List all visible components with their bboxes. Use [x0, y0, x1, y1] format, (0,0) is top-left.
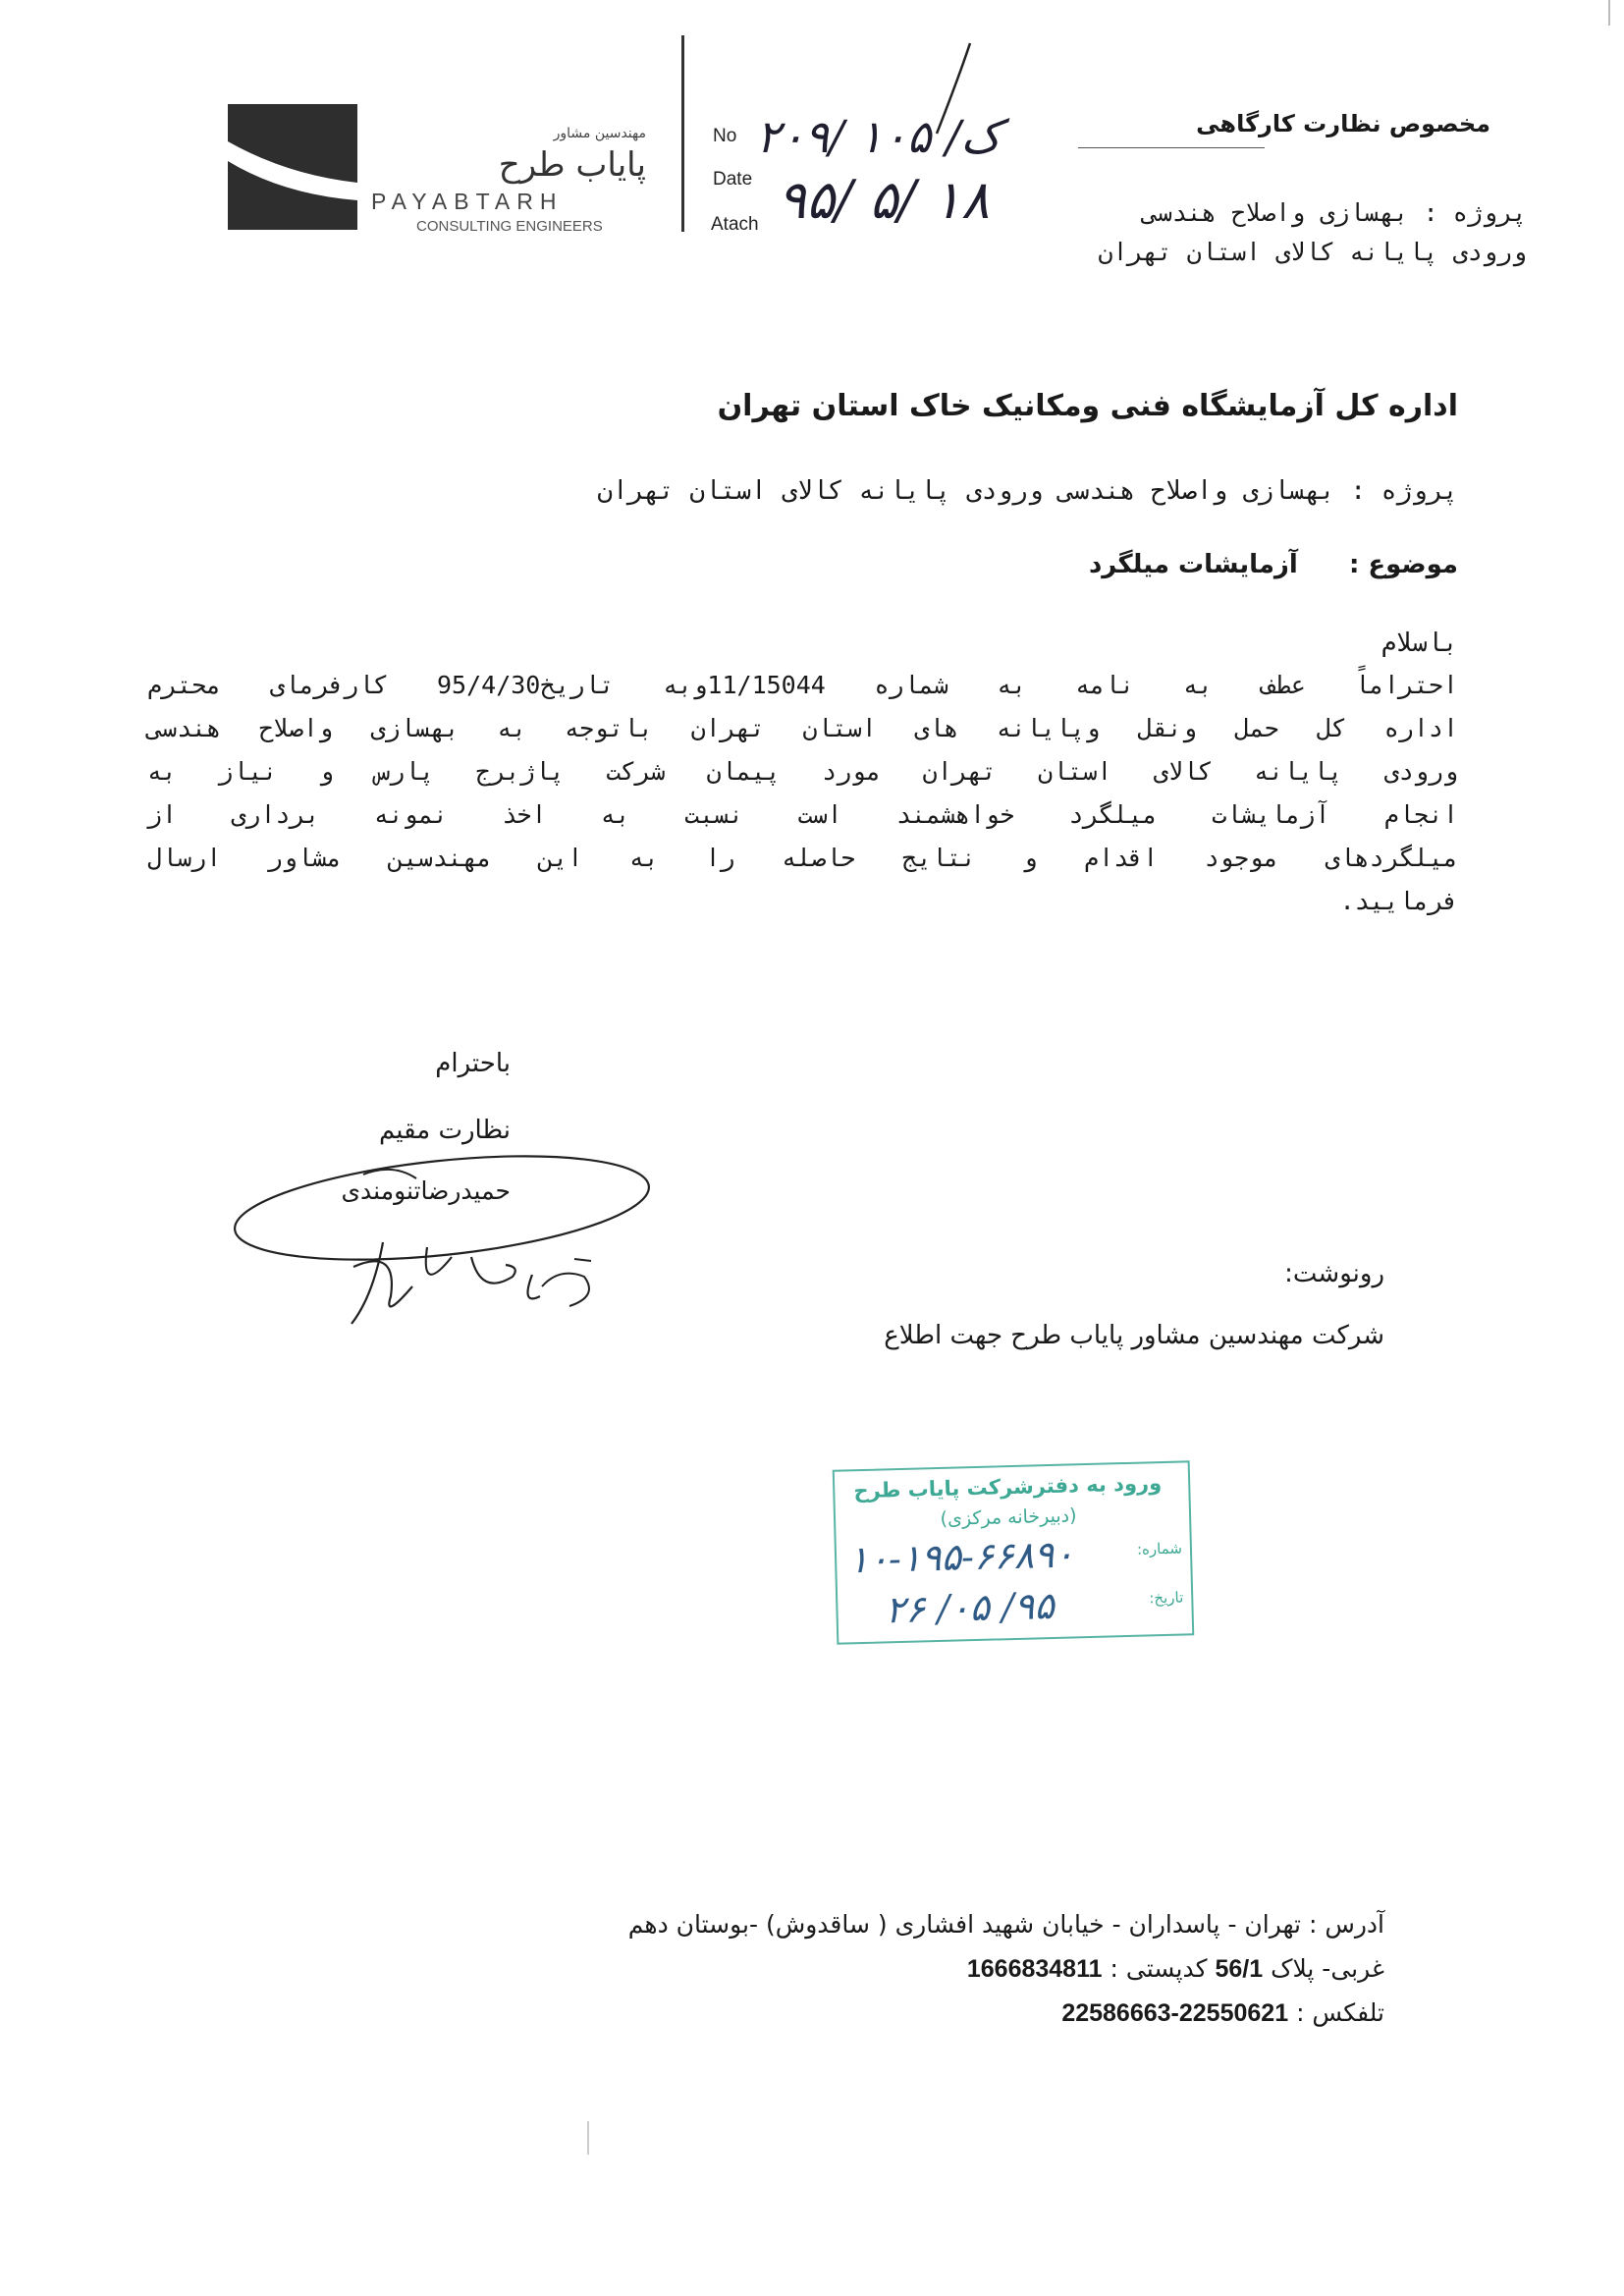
logo-english-name: PAYABTARH — [371, 189, 564, 214]
subject-value: آزمایشات میلگرد — [1088, 550, 1298, 579]
address-line-2-prefix: غربی- پلاک — [1271, 1954, 1384, 1983]
body-line: احتراماً عطف به نامه به شماره 11/15044وبه تاریخ95/4/30 کارفرمای محترم — [147, 671, 1458, 699]
project-line: پروژه : بهسازی واصلاح هندسی ورودی پایانه کالای استان تهران — [597, 476, 1458, 506]
scan-artifact — [1608, 0, 1610, 26]
recipient-heading: اداره کل آزمایشگاه فنی ومکانیک خاک استان تهران — [717, 389, 1458, 423]
telefax-number: 22550621-22586663 — [1061, 1999, 1289, 2027]
postal-code: 1666834811 — [966, 1955, 1103, 1983]
body-line: انجام آزمایشات میلگرد خواهشمند است نسبت به اخذ نمونه برداری از — [147, 800, 1458, 829]
closing-salutation: باحترام — [435, 1049, 511, 1078]
postal-label: کدپستی : — [1110, 1954, 1208, 1983]
stamp-date-label: تاریخ: — [1149, 1588, 1184, 1608]
address-line-2 — [687, 1954, 1384, 1984]
header-project-line-2: ورودی پایانه کالای استان تهران — [1098, 238, 1527, 266]
date-label: Date — [713, 169, 753, 190]
stamp-subtitle: (دبیرخانه مرکزی) — [940, 1504, 1077, 1530]
address-line-1: آدرس : تهران - پاسداران - خیابان شهید افشاری ( ساقدوش) -بوستان دهم — [627, 1910, 1384, 1939]
telefax-label: تلفکس : — [1296, 1998, 1384, 2027]
body-line: فرمایید. — [1339, 887, 1458, 915]
letter-body — [147, 664, 1458, 923]
attachment-label: Atach — [711, 214, 759, 235]
body-line: ورودی پایانه کالای استان تهران مورد پیمان شرکت پاژبرج پارس و نیاز به — [147, 757, 1458, 786]
logo-swoosh-icon — [228, 104, 357, 230]
header-divider — [681, 35, 684, 232]
body-line: میلگردهای موجود اقدام و نتایج حاصله را به این مهندسین مشاور ارسال — [147, 844, 1458, 872]
letter-date-handwritten: ۹۵/ ۵/ ۱۸ — [778, 169, 990, 231]
body-line: اداره کل حمل ونقل وپایانه های استان تهران باتوجه به بهسازی واصلاح هندسی — [147, 714, 1458, 742]
telefax-line — [884, 1998, 1384, 2028]
logo-persian-name: پایاب طرح — [498, 145, 646, 185]
subject-label: موضوع : — [1348, 550, 1458, 579]
stamp-title: ورود به دفترشرکت پایاب طرح — [853, 1471, 1163, 1503]
handwritten-signature-icon — [226, 1149, 697, 1345]
stamp-number-label: شماره: — [1136, 1539, 1183, 1558]
logo-persian-subtitle: مهندسین مشاور — [553, 126, 646, 141]
supervisor-name: حمیدرضاتنومندی — [341, 1176, 511, 1205]
received-stamp — [833, 1460, 1195, 1644]
scan-artifact — [587, 2121, 589, 2155]
subject-line — [884, 550, 1458, 579]
logo-english-subtitle: CONSULTING ENGINEERS — [416, 218, 603, 235]
number-label: No — [713, 126, 737, 146]
company-logo-mark — [228, 104, 357, 230]
header-project-line-1: پروژه : بهسازی واصلاح هندسی — [1142, 198, 1527, 227]
special-supervision-underline — [1078, 147, 1265, 148]
supervisor-title: نظارت مقیم — [378, 1116, 511, 1145]
cc-label: رونوشت: — [1284, 1259, 1384, 1288]
letter-number-handwritten: ۲۰۹/ ک/ ۱۰۵ — [756, 110, 1001, 163]
special-supervision-label: مخصوص نظارت کارگاهی — [1196, 110, 1490, 137]
plate-number: 56/1 — [1215, 1955, 1264, 1983]
greeting: باسلام — [1380, 629, 1458, 658]
handwritten-stroke-icon — [923, 39, 982, 147]
stamp-date-handwritten: ۹۵/ ۰۵/ ۲۶ — [884, 1583, 1056, 1632]
stamp-number-handwritten: ۱۰-۱۹۵-۶۶۸۹۰ — [847, 1532, 1075, 1582]
cc-recipient: شرکت مهندسین مشاور پایاب طرح جهت اطلاع — [884, 1321, 1384, 1350]
